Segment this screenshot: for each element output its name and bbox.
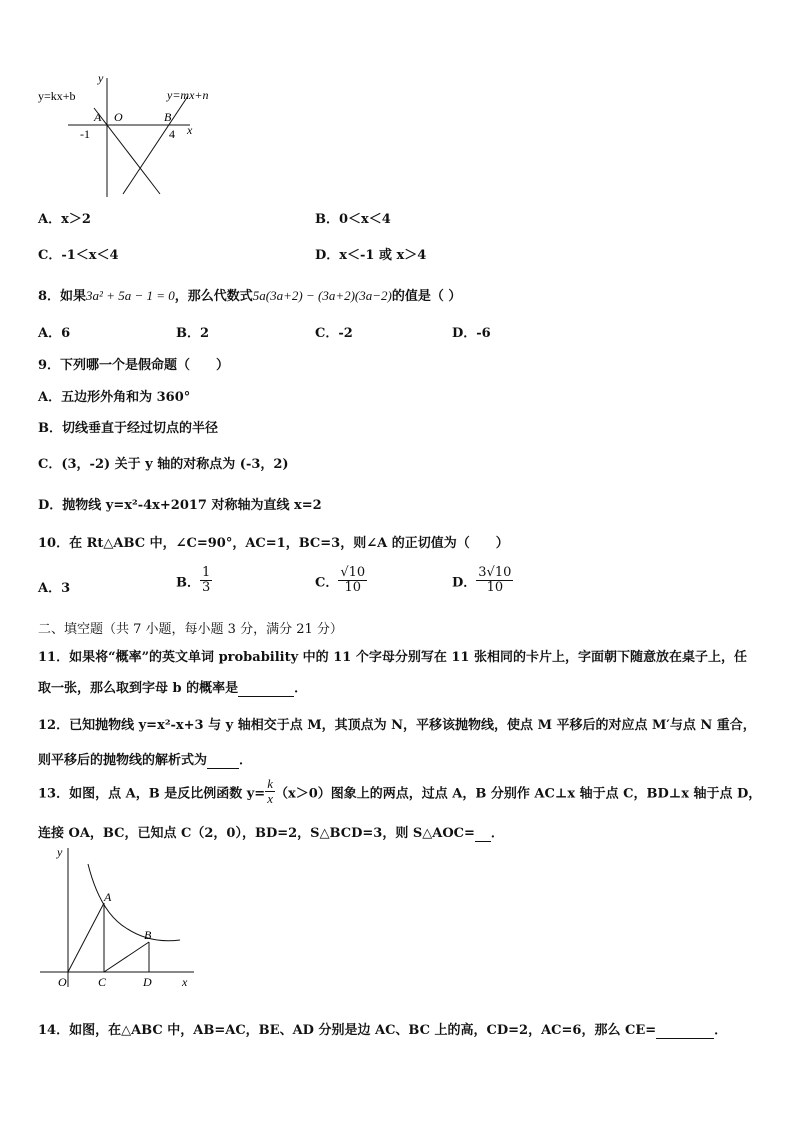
q9-option-b: B．切线垂直于经过切点的半径 [38, 421, 218, 436]
point-C-label: C [98, 975, 107, 989]
question-8 [38, 285, 461, 304]
q10-b-fraction [200, 566, 212, 596]
line-kx-b [94, 108, 160, 194]
q12-end: ． [239, 753, 253, 768]
line-mx-n [123, 96, 188, 194]
q7-option-a: A．x＞2 [38, 212, 91, 227]
q13-text: 连接 OA，BC，已知点 C（2，0），BD=2，S△BCD=3，则 S△AOC= [38, 826, 475, 841]
point-A-label: A [104, 890, 112, 904]
q7-option-c: C．-1＜x＜4 [38, 248, 119, 263]
q11-text: 取一张，那么取到字母 b 的概率是 [38, 681, 239, 696]
q13-end: ． [490, 826, 504, 841]
tick-4: 4 [169, 127, 175, 141]
point-D-label: D [143, 975, 152, 989]
q12-text: 则平移后的抛物线的解析式为 [38, 753, 208, 768]
label-y-kx-b: y=kx+b [38, 89, 76, 103]
line-graph-figure [30, 70, 230, 205]
q13-post: （x＞0）图象上的两点，过点 A，B 分别作 AC⊥x 轴于点 C，BD⊥x 轴于点 D， [274, 786, 762, 802]
q13-answer-blank [475, 826, 491, 842]
question-10: 10．在 Rt△ABC 中，∠C=90°，AC=1，BC=3，则∠A 的正切值为（ ） [38, 536, 509, 551]
q8-option-a: A．6 [38, 326, 71, 341]
q9-option-d: D．抛物线 y=x²-4x+2017 对称轴为直线 x=2 [38, 498, 322, 513]
q12-answer-blank [207, 753, 239, 769]
q8-option-b: B．2 [176, 326, 210, 341]
question-9: 9．下列哪一个是假命题（ ） [38, 358, 230, 373]
origin-label: O [114, 110, 123, 124]
q10-b-label: B． [176, 575, 200, 591]
question-11-line1: 11．如果将“概率”的英文单词 probability 中的 11 个字母分别写在 11 张相同的卡片上，字面朝下随意放在桌子上，任 [38, 650, 747, 665]
point-B-label: B [144, 928, 152, 942]
x-axis-label: x [187, 123, 193, 137]
q10-c-numerator: √10 [340, 565, 366, 580]
q10-d-label: D． [452, 575, 477, 591]
q13-fraction [265, 777, 275, 807]
q13-numerator: k [267, 776, 273, 791]
q10-d-denominator: 10 [486, 580, 504, 596]
q10-option-b [176, 566, 212, 596]
q10-b-denominator: 3 [202, 580, 211, 596]
q7-option-b: B．0＜x＜4 [315, 212, 391, 227]
segment-OA [68, 903, 104, 972]
x-axis-label: x [182, 975, 188, 989]
q10-c-denominator: 10 [344, 580, 362, 596]
question-13-line2 [38, 822, 504, 842]
q8-mid: ，那么代数式 [174, 289, 253, 304]
q9-option-c: C．(3，-2) 关于 y 轴的对称点为 (-3，2) [38, 457, 289, 472]
y-axis-label: y [98, 71, 104, 85]
q8-suffix: 的值是（ ） [391, 289, 462, 304]
question-12-line1: 12．已知抛物线 y=x²-x+3 与 y 轴相交于点 M，其顶点为 N，平移该抛物线，使点 M 平移后的对应点 M′与点 N 重合， [38, 718, 756, 733]
q7-option-d: D．x＜-1 或 x＞4 [315, 248, 427, 263]
section-2-heading: 二、填空题（共 7 小题，每小题 3 分，满分 21 分） [38, 622, 343, 637]
y-axis-label: y [57, 845, 63, 859]
q14-text: 14．如图，在△ABC 中，AB=AC，BE、AD 分别是边 AC、BC 上的高，CD=2，AC=6，那么 CE= [38, 1023, 657, 1038]
hyperbola-curve [88, 864, 180, 941]
q10-option-d [452, 566, 513, 596]
q10-option-c [315, 566, 367, 596]
q8-option-d: D．-6 [452, 326, 491, 341]
q8-equation: 3a² + 5a − 1 = 0 [86, 288, 175, 303]
q10-option-a: A．3 [38, 581, 71, 596]
q8-prefix: 8．如果 [38, 289, 87, 304]
q14-end: ． [714, 1023, 728, 1038]
q10-d-numerator: 3√10 [478, 565, 512, 580]
q10-c-fraction [338, 566, 367, 596]
origin-label: O [58, 975, 67, 989]
q10-c-label: C． [315, 575, 339, 591]
q8-option-c: C．-2 [315, 326, 353, 341]
question-12-line2 [38, 749, 252, 769]
q9-option-a: A．五边形外角和为 360° [38, 390, 191, 405]
segment-BC [104, 942, 149, 972]
tick-neg1: -1 [80, 127, 90, 141]
label-y-mx-n: y=mx+n [167, 88, 209, 102]
q10-d-fraction [476, 566, 513, 596]
question-14 [38, 1019, 727, 1039]
q11-answer-blank [238, 681, 294, 697]
hyperbola-figure [36, 842, 201, 997]
point-A-label: A [94, 110, 102, 124]
q13-denominator: x [267, 791, 273, 807]
question-11-line2 [38, 677, 307, 697]
q10-b-numerator: 1 [202, 565, 211, 580]
point-B-label: B [164, 110, 172, 124]
q13-pre: 13．如图，点 A，B 是反比例函数 y= [38, 786, 266, 802]
question-13-line1 [38, 777, 761, 807]
q11-end: ． [294, 681, 308, 696]
q8-expression: 5a(3a+2) − (3a+2)(3a−2) [252, 288, 392, 303]
q14-answer-blank [656, 1023, 714, 1039]
